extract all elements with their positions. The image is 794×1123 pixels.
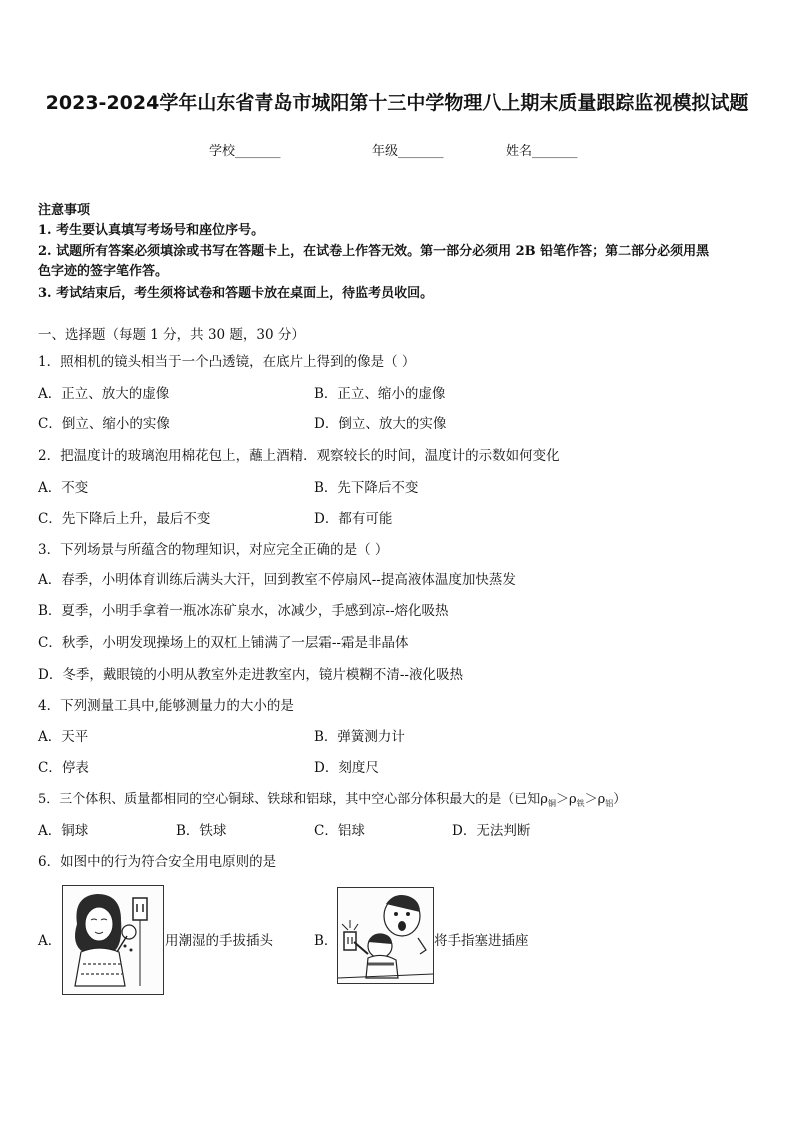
q2-option-c[interactable]: C．先下降后上升，最后不变 — [38, 511, 211, 527]
q4-option-d[interactable]: D．刻度尺 — [314, 760, 379, 776]
sub-cu: 铜 — [547, 799, 556, 808]
gt-2: ＞ — [584, 792, 598, 807]
child-socket-drawing — [338, 888, 433, 983]
q6-option-a-label[interactable]: A． — [38, 933, 62, 949]
q1-option-a[interactable]: A．正立、放大的虚像 — [38, 386, 170, 402]
q1-stem: 1．照相机的镜头相当于一个凸透镜，在底片上得到的像是（ ） — [38, 354, 416, 370]
sub-fe: 铁 — [576, 799, 585, 808]
q2-option-a[interactable]: A．不变 — [38, 480, 89, 496]
q2-stem: 2．把温度计的玻璃泡用棉花包上，蘸上酒精．观察较长的时间，温度计的示数如何变化 — [38, 448, 560, 464]
finger-socket-illustration — [337, 887, 434, 984]
q5-option-c[interactable]: C．铝球 — [314, 823, 365, 839]
q5-close: ） — [613, 792, 627, 807]
q3-stem: 3．下列场景与所蕴含的物理知识，对应完全正确的是（ ） — [38, 542, 389, 558]
q4-option-b[interactable]: B．弹簧测力计 — [314, 729, 405, 745]
notes-item-2a: 2. 试题所有答案必须填涂或书写在答题卡上，在试卷上作答无效。第一部分必须用 2B 铅笔作答；第二部分必须用黑 — [38, 244, 710, 259]
notes-item-3: 3. 考试结束后，考生须将试卷和答题卡放在桌面上，待监考员收回。 — [38, 286, 434, 301]
notes-heading: 注意事项 — [38, 203, 91, 218]
q1-option-c[interactable]: C．倒立、缩小的实像 — [38, 416, 170, 432]
q3-option-b[interactable]: B．夏季，小明手拿着一瓶冰冻矿泉水，冰减少，手感到凉--熔化吸热 — [38, 603, 449, 619]
q2-option-b[interactable]: B．先下降后不变 — [314, 480, 419, 496]
q6-option-b-text[interactable]: 将手指塞进插座 — [434, 933, 529, 949]
q6-stem: 6．如图中的行为符合安全用电原则的是 — [38, 854, 277, 870]
woman-plug-drawing — [63, 886, 163, 994]
q3-option-d[interactable]: D．冬季，戴眼镜的小明从教室外走进教室内，镜片模糊不清--液化吸热 — [38, 667, 463, 683]
notes-item-1: 1. 考生要认真填写考场号和座位序号。 — [38, 223, 265, 238]
rho-fe: ρ — [568, 792, 577, 807]
notes-item-2b: 色字迹的签字笔作答。 — [38, 264, 169, 279]
page-title: 2023-2024学年山东省青岛市城阳第十三中学物理八上期末质量跟踪监视模拟试题 — [45, 92, 749, 114]
q5-option-d[interactable]: D．无法判断 — [452, 823, 531, 839]
q4-option-c[interactable]: C．停表 — [38, 760, 89, 776]
q6-option-b-label[interactable]: B． — [314, 933, 338, 949]
q2-option-d[interactable]: D．都有可能 — [314, 511, 393, 527]
q5-stem — [38, 791, 626, 813]
q5-stem-text: 5．三个体积、质量都相同的空心铜球、铁球和铝球，其中空心部分体积最大的是（已知 — [38, 792, 541, 807]
sub-al: 铝 — [605, 799, 614, 808]
q5-option-a[interactable]: A．铜球 — [38, 823, 89, 839]
q3-option-a[interactable]: A．春季，小明体育训练后满头大汗，回到教室不停扇风--提高液体温度加快蒸发 — [38, 572, 516, 588]
wet-hand-plug-illustration — [62, 885, 164, 995]
section-heading: 一、选择题（每题 1 分，共 30 题，30 分） — [38, 327, 305, 343]
q3-option-c[interactable]: C．秋季，小明发现操场上的双杠上铺满了一层霜--霜是非晶体 — [38, 635, 409, 651]
q4-option-a[interactable]: A．天平 — [38, 729, 89, 745]
name-field[interactable]: 姓名_______ — [506, 144, 578, 159]
q1-option-b[interactable]: B．正立、缩小的虚像 — [314, 386, 446, 402]
school-field[interactable]: 学校_______ — [209, 144, 281, 159]
grade-field[interactable]: 年级_______ — [372, 144, 444, 159]
rho-al: ρ — [597, 792, 606, 807]
q1-option-d[interactable]: D．倒立、放大的实像 — [314, 416, 447, 432]
student-info-row — [0, 140, 794, 160]
rho-cu: ρ — [540, 792, 548, 807]
q6-option-a-text[interactable]: 用潮湿的手拔插头 — [165, 933, 273, 949]
q4-stem: 4．下列测量工具中,能够测量力的大小的是 — [38, 698, 294, 714]
gt-1: ＞ — [555, 792, 569, 807]
q5-option-b[interactable]: B．铁球 — [176, 823, 227, 839]
